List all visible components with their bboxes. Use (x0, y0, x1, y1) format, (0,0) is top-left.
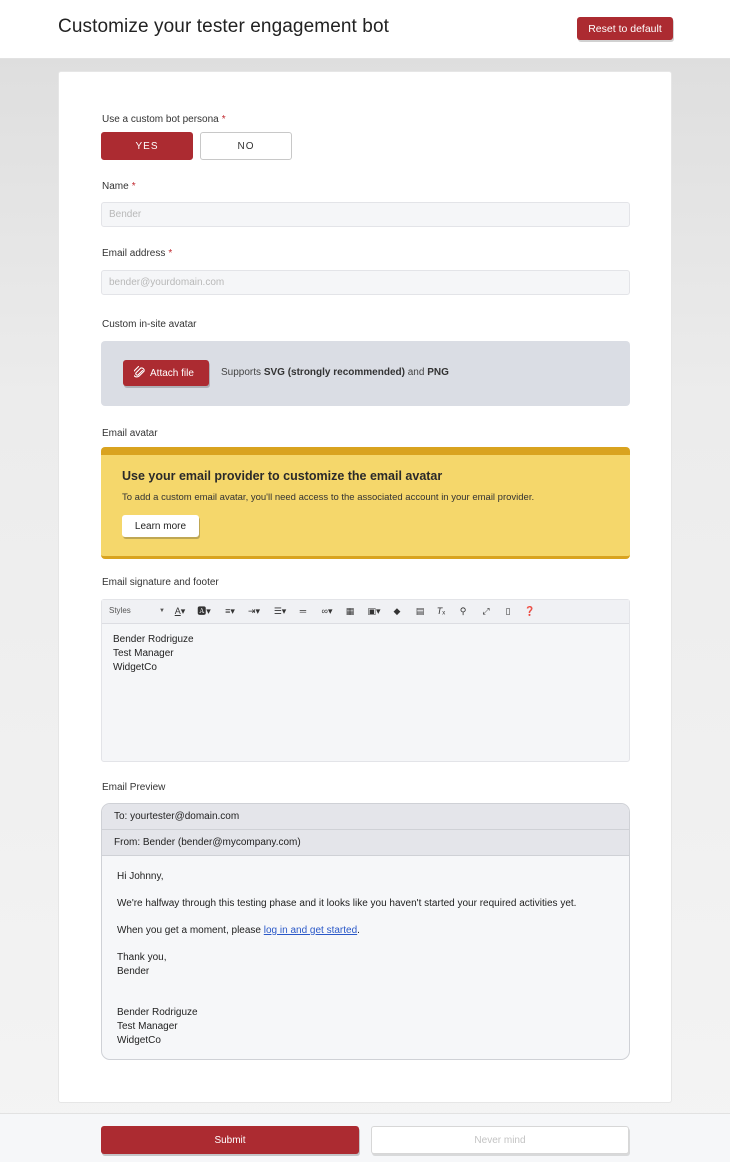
required-mark: * (131, 181, 136, 192)
page-title: Customize your tester engagement bot (58, 16, 389, 37)
background-color-icon[interactable]: 🅰▾ (197, 606, 211, 616)
preview-signature-line: Test Manager (117, 1021, 178, 1032)
persona-no-button[interactable]: NO (200, 132, 292, 160)
persona-yes-button[interactable]: YES (101, 132, 193, 160)
required-mark: * (168, 248, 173, 259)
attach-file-label: Attach file (150, 367, 194, 379)
tag-icon[interactable]: ◆ (393, 606, 401, 616)
signature-content[interactable] (113, 633, 194, 675)
horizontal-rule-icon[interactable]: ═ (299, 606, 307, 616)
styles-dropdown[interactable]: Styles (109, 606, 131, 615)
submit-button[interactable]: Submit (101, 1126, 359, 1154)
link-icon[interactable]: ∞▾ (321, 606, 333, 616)
supported-formats-text: Supports SVG (strongly recommended) and PNG (221, 367, 449, 378)
special-char-icon[interactable]: ▤ (415, 606, 425, 616)
source-icon[interactable]: ▯ (505, 606, 511, 616)
log-in-link[interactable]: log in and get started (263, 925, 358, 936)
help-icon[interactable]: ❓ (524, 606, 536, 616)
preview-sender: Bender (117, 966, 150, 977)
preview-signature-line: WidgetCo (117, 1035, 161, 1046)
text-color-icon[interactable]: A▾ (174, 606, 186, 616)
chevron-down-icon: ▼ (159, 608, 165, 614)
learn-more-button[interactable]: Learn more (122, 515, 199, 537)
email-input[interactable] (101, 270, 630, 295)
signature-line: Test Manager (113, 648, 174, 659)
avatar-label: Custom in-site avatar (102, 319, 197, 330)
email-avatar-label: Email avatar (102, 428, 158, 439)
preview-greeting: Hi Johnny, (117, 871, 164, 882)
fullscreen-icon[interactable]: ⤢ (482, 606, 490, 616)
preview-thanks: Thank you, (117, 952, 167, 963)
signature-line: Bender Rodriguze (113, 634, 194, 645)
preview-signature-line: Bender Rodriguze (117, 1007, 198, 1018)
align-icon[interactable]: ≡▾ (225, 606, 235, 616)
reset-to-default-button[interactable]: Reset to default (577, 17, 673, 40)
avatar-dropzone[interactable] (101, 341, 630, 406)
form-footer (0, 1113, 730, 1162)
table-icon[interactable]: ▦ (345, 606, 355, 616)
settings-card (58, 71, 672, 1103)
paperclip-icon (134, 366, 145, 381)
email-preview-label: Email Preview (102, 782, 166, 793)
preview-from: From: Bender (bender@mycompany.com) (102, 830, 629, 856)
page-header (0, 0, 730, 59)
preview-body (117, 870, 576, 1048)
email-label: Email address * (102, 248, 173, 259)
preview-cta: When you get a moment, please log in and get started. (117, 925, 360, 936)
clear-format-icon[interactable]: Tₓ (436, 606, 446, 616)
name-label: Name * (102, 181, 136, 192)
required-mark: * (221, 114, 226, 125)
search-icon[interactable]: ⚲ (459, 606, 467, 616)
list-icon[interactable]: ☰▾ (273, 606, 287, 616)
notice-title: Use your email provider to customize the email avatar (122, 469, 443, 483)
editor-toolbar (102, 600, 629, 624)
email-avatar-notice (101, 447, 630, 559)
image-icon[interactable]: ▣▾ (367, 606, 381, 616)
signature-editor[interactable] (101, 599, 630, 762)
preview-message: We're halfway through this testing phase and it looks like you haven't started your required activities yet. (117, 898, 577, 909)
attach-file-button[interactable] (123, 360, 209, 386)
persona-label: Use a custom bot persona * (102, 114, 226, 125)
notice-text: To add a custom email avatar, you'll need access to the associated account in your email provider. (122, 492, 535, 503)
never-mind-button[interactable]: Never mind (371, 1126, 629, 1154)
signature-line: WidgetCo (113, 662, 157, 673)
signature-label: Email signature and footer (102, 577, 219, 588)
indent-icon[interactable]: ⇥▾ (247, 606, 261, 616)
name-input[interactable] (101, 202, 630, 227)
preview-to: To: yourtester@domain.com (102, 804, 629, 830)
email-preview (101, 803, 630, 1060)
